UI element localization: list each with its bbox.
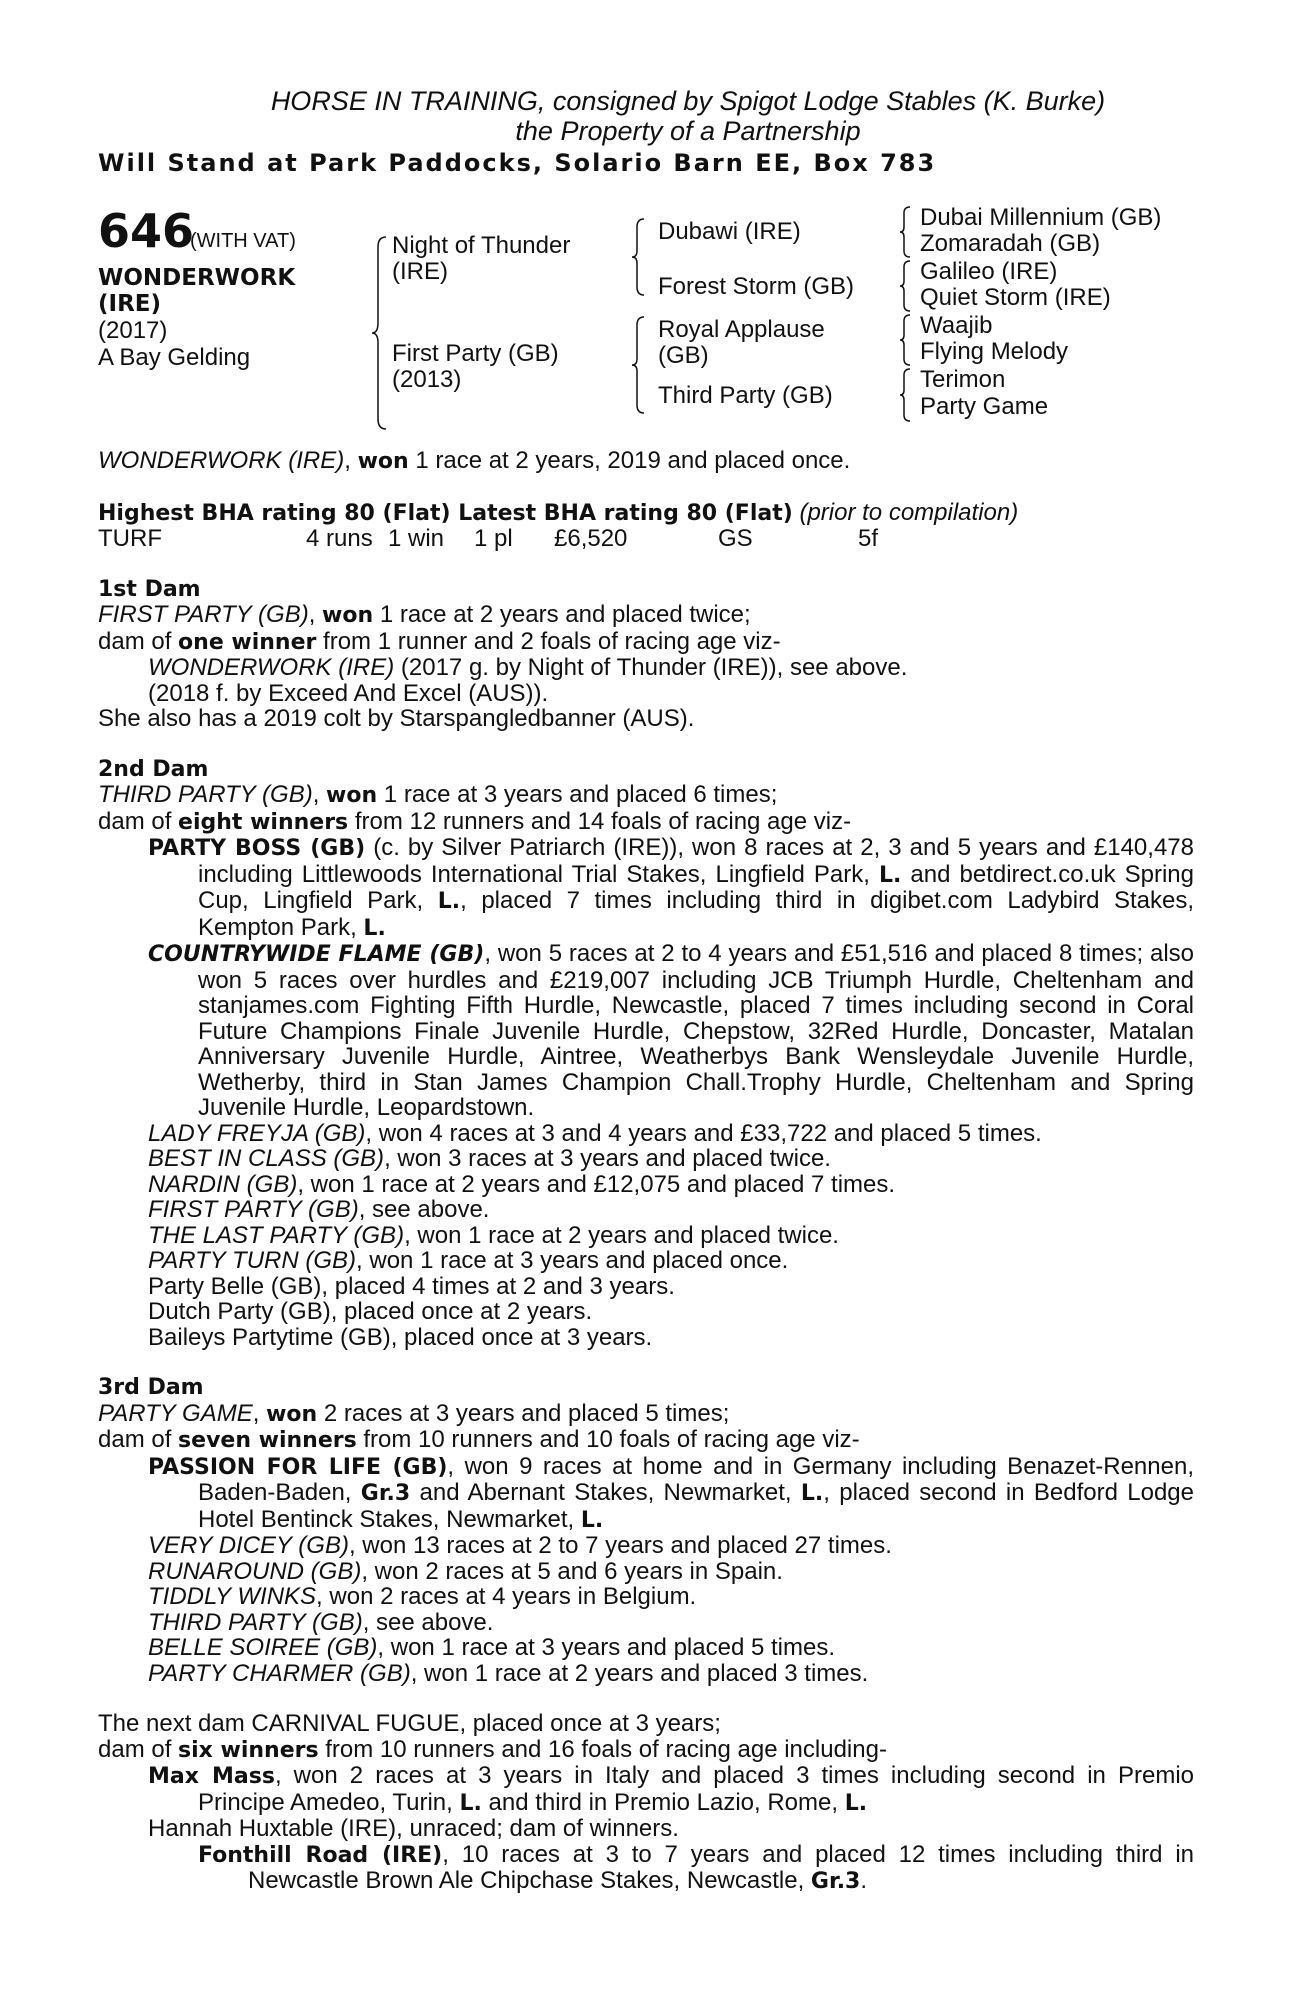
sire-sire: Dubawi (IRE) (658, 218, 801, 245)
progeny-max-mass: Max Mass, won 2 races at 3 years in Italy and placed 3 times including second in Premio Principe Amedeo, Turin, L. and third in Premio Lazio, Rome, L. (148, 1762, 1194, 1816)
progeny-item: THE LAST PARTY (GB), won 1 race at 2 years and placed twice. (148, 1221, 839, 1249)
progeny-item: PARTY CHARMER (GB), won 1 race at 2 years and placed 3 times. (148, 1659, 869, 1687)
progeny-item: Baileys Partytime (GB), placed once at 3 years. (148, 1323, 653, 1351)
sire-sire-dam: Zomaradah (GB) (920, 230, 1101, 257)
dam-sire-line2: (GB) (658, 341, 709, 369)
progeny-hannah-huxtable: Hannah Huxtable (IRE), unraced; dam of winners. (148, 1815, 679, 1842)
sire-dam: Forest Storm (GB) (658, 273, 855, 300)
progeny-passion-for-life: PASSION FOR LIFE (GB), won 9 races at home and in Germany including Benazet-Rennen, Baden-Baden, Gr.3 and Abernant Stakes, Newmarket, L., placed second in Bedford Lodge Hotel Bentinck Stakes, Newmarket, L. (148, 1452, 1195, 1533)
progeny-item: RUNAROUND (GB), won 2 races at 5 and 6 years in Spain. (148, 1557, 783, 1585)
property-line: the Property of a Partnership (515, 116, 861, 146)
sire (392, 233, 570, 284)
first-dam-produce: dam of one winner from 1 runner and 2 foals of racing age viz- (98, 627, 781, 655)
stand-location: Will Stand at Park Paddocks, Solario Barn EE, Box 783 (98, 149, 937, 177)
sire-line1: Night of Thunder (392, 232, 571, 259)
brace-dam (630, 315, 648, 415)
vat-note: (WITH VAT) (190, 230, 296, 252)
progeny-item: FIRST PARTY (GB), see above. (148, 1196, 490, 1223)
consignor-line: HORSE IN TRAINING, consigned by Spigot Lodge Stables (K. Burke) (270, 86, 1106, 116)
brace-gg4 (898, 367, 914, 423)
lot-number: 646 (98, 204, 195, 258)
horse-name (98, 265, 328, 317)
first-dam-progeny-1: WONDERWORK (IRE) (2017 g. by Night of Thunder (IRE)), see above. (148, 654, 908, 681)
pedigree-table (98, 205, 1278, 445)
horse-description: A Bay Gelding (98, 344, 251, 371)
third-dam-heading: 3rd Dam (98, 1375, 204, 1400)
brace-main (370, 235, 390, 431)
progeny-countrywide-flame: COUNTRYWIDE FLAME (GB), won 5 races at 2 to 4 years and £51,516 and placed 8 times; also won 5 races over hurdles and £219,007 including JCB Triumph Hurdle, Cheltenham and stanjames.com Fighting Fifth Hurdle, Newcastle, placed 7 times including second in Coral Future Champions Finale Juvenile Hurdle, Chepstow, 32Red Hurdle, Doncaster, Matalan Anniversary Juvenile Hurdle, Aintree, Weatherbys Bank Wensleydale Juvenile Hurdle, Wetherby, third in Stan James Champion Chall.Trophy Hurdle, Cheltenham and Spring Juvenile Hurdle, Leopardstown. (148, 940, 1195, 1121)
next-dam-record: The next dam CARNIVAL FUGUE, placed once at 3 years; (98, 1710, 721, 1737)
first-dam-progeny-2: (2018 f. by Exceed And Excel (AUS)). (148, 679, 549, 707)
horse-name-line2: (IRE) (98, 291, 162, 317)
progeny-item: BELLE SOIREE (GB), won 1 race at 3 years and placed 5 times. (148, 1634, 835, 1661)
sire-line2: (IRE) (392, 257, 448, 285)
dam-sire-line1: Royal Applause (658, 316, 825, 343)
second-dam-record: THIRD PARTY (GB), won 1 race at 3 years and placed 6 times; (98, 781, 778, 808)
progeny-item: LADY FREYJA (GB), won 4 races at 3 and 4 years and £33,722 and placed 5 times. (148, 1119, 1042, 1147)
progeny-party-boss: PARTY BOSS (GB) (c. by Silver Patriarch (IRE)), won 8 races at 2, 3 and 5 years and £140,478 including Littlewoods International Trial Stakes, Lingfield Park, L. and betdirect.co.uk Spring Cup, Lingfield Park, L., placed 7 times including third in digibet.com Ladybird Stakes, Kempton Park, L. (148, 834, 1194, 941)
dam-line1: First Party (GB) (392, 340, 559, 367)
progeny-item: Dutch Party (GB), placed once at 2 years. (148, 1298, 593, 1325)
dam-sire-sire: Waajib (920, 312, 993, 339)
brace-sire (630, 217, 648, 297)
horse-name-line1: WONDERWORK (98, 265, 296, 291)
next-dam-produce: dam of six winners from 10 runners and 16 foals of racing age including- (98, 1735, 887, 1763)
progeny-item: VERY DICEY (GB), won 13 races at 2 to 7 years and placed 27 times. (148, 1532, 892, 1559)
brace-gg3 (898, 313, 914, 367)
brace-gg1 (898, 205, 914, 259)
sire-dam-dam: Quiet Storm (IRE) (920, 284, 1111, 311)
third-dam-produce: dam of seven winners from 10 runners and 10 foals of racing age viz- (98, 1426, 860, 1453)
horse-year: (2017) (98, 317, 168, 344)
catalogue-body (98, 448, 1194, 1895)
bha-rating: Highest BHA rating 80 (Flat) Latest BHA rating 80 (Flat) (prior to compilation) (98, 498, 1019, 526)
summary-line: WONDERWORK (IRE), won 1 race at 2 years, 2019 and placed once. (98, 447, 851, 474)
first-dam-heading: 1st Dam (98, 576, 201, 602)
dam-sire-dam: Flying Melody (920, 338, 1069, 365)
turf-record: TURF 4 runs 1 win 1 pl £6,520 GS 5f (98, 525, 879, 552)
progeny-item: NARDIN (GB), won 1 race at 2 years and £12,075 and placed 7 times. (148, 1170, 896, 1198)
dam-dam: Third Party (GB) (658, 382, 833, 409)
dam-line2: (2013) (392, 365, 462, 393)
first-dam-record: FIRST PARTY (GB), won 1 race at 2 years and placed twice; (98, 601, 751, 628)
progeny-item: TIDDLY WINKS, won 2 races at 4 years in Belgium. (148, 1583, 697, 1610)
second-dam-produce: dam of eight winners from 12 runners and 14 foals of racing age viz- (98, 807, 852, 835)
sire-dam-sire: Galileo (IRE) (920, 258, 1058, 285)
progeny-item: Party Belle (GB), placed 4 times at 2 and 3 years. (148, 1272, 675, 1300)
progeny-item: PARTY TURN (GB), won 1 race at 3 years and placed once. (148, 1247, 789, 1274)
progeny-fonthill-road: Fonthill Road (IRE), 10 races at 3 to 7 years and placed 12 times including third in Newcastle Brown Ale Chipchase Stakes, Newcastle, Gr.3. (198, 1840, 1195, 1894)
lot-header (98, 86, 1278, 178)
first-dam-also: She also has a 2019 colt by Starspangledbanner (AUS). (98, 705, 695, 732)
dam (392, 341, 559, 392)
progeny-item: THIRD PARTY (GB), see above. (148, 1608, 494, 1636)
dam-dam-dam: Party Game (920, 393, 1049, 420)
brace-gg2 (898, 259, 914, 313)
dam-sire (658, 317, 825, 368)
progeny-item: BEST IN CLASS (GB), won 3 races at 3 years and placed twice. (148, 1145, 831, 1172)
second-dam-heading: 2nd Dam (98, 756, 209, 782)
third-dam-record: PARTY GAME, won 2 races at 3 years and placed 5 times; (98, 1399, 730, 1427)
dam-dam-sire: Terimon (920, 366, 1006, 393)
sire-sire-sire: Dubai Millennium (GB) (920, 204, 1162, 231)
